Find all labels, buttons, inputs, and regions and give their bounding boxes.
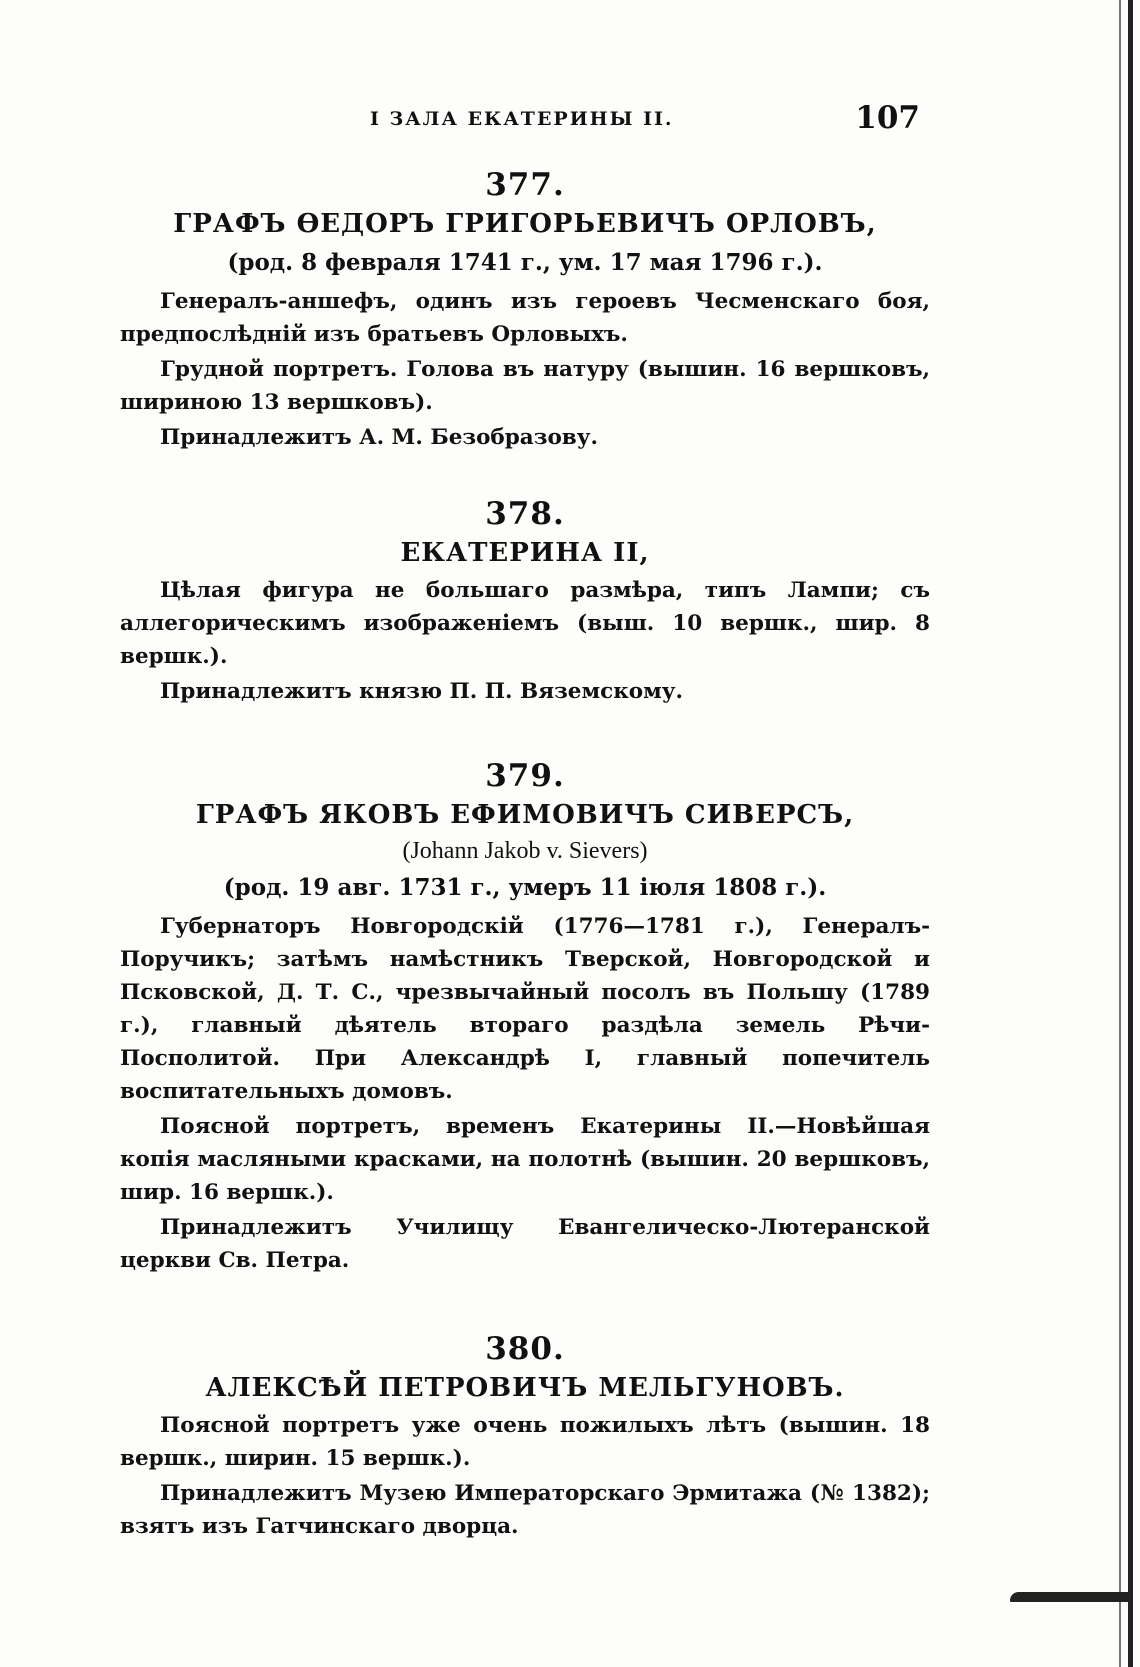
page-edge-border: [1128, 0, 1133, 1667]
running-title: I ЗАЛА ЕКАТЕРИНЫ II.: [370, 108, 674, 130]
entry-title: АЛЕКСѢЙ ПЕТРОВИЧЪ МЕЛЬГУНОВЪ.: [205, 1373, 845, 1403]
entry-owner: Принадлежитъ Музею Императорскаго Эрмитажа (№ 1382); взятъ изъ Гатчинскаго дворца.: [120, 1481, 930, 1539]
scan-smudge: [1010, 1592, 1130, 1602]
entry-number: 379.: [485, 758, 565, 794]
page-number: 107: [855, 100, 920, 136]
entry-owner: Принадлежитъ князю П. П. Вяземскому.: [160, 679, 684, 704]
entry-dates: (род. 19 авг. 1731 г., умеръ 11 іюля 1808 г.).: [223, 874, 827, 901]
entry-owner: Принадлежитъ А. М. Безобразову.: [160, 425, 598, 450]
entry-number: 377.: [485, 167, 565, 203]
entry-377: [120, 165, 930, 454]
entry-number: 378.: [485, 496, 565, 532]
entry-title: ГРАФЪ ЯКОВЪ ЕФИМОВИЧЪ СИВЕРСЪ,: [195, 800, 855, 830]
page-header: [120, 100, 920, 140]
entry-description: Губернаторъ Новгородскій (1776—1781 г.), Генералъ-Поручикъ; затѣмъ намѣстникъ Тверской, Новгородской и Псковской, Д. Т. С., чрезвычайный посолъ въ Польшу (1789 г.), главный дѣятель втораго раздѣла земель Рѣчи-Посполитой. При Александрѣ I, главный попечитель воспитательныхъ домовъ.: [120, 914, 930, 1104]
entry-portrait-details: Грудной портретъ. Голова въ натуру (вышин. 16 вершковъ, шириною 13 вершковъ).: [120, 357, 930, 415]
entry-dates: (род. 8 февраля 1741 г., ум. 17 мая 1796 г.).: [227, 249, 823, 276]
entry-portrait-details: Поясной портретъ уже очень пожилыхъ лѣтъ (вышин. 18 вершк., ширин. 15 вершк.).: [120, 1413, 930, 1471]
entry-portrait-details: Поясной портретъ, временъ Екатерины II.—Новѣйшая копія масляными красками, на полотнѣ (вышин. 20 вершковъ, шир. 16 вершк.).: [120, 1114, 930, 1205]
entry-title: ЕКАТЕРИНА II,: [400, 538, 650, 568]
entry-title: ГРАФЪ ѲЕДОРЪ ГРИГОРЬЕВИЧЪ ОРЛОВЪ,: [173, 209, 877, 239]
entry-description: Генералъ-аншефъ, одинъ изъ героевъ Чесменскаго боя, предпослѣдній изъ братьевъ Орловыхъ.: [120, 289, 930, 347]
page-edge-shadow: [1119, 0, 1121, 1667]
entry-owner: Принадлежитъ Училищу Евангелическо-Лютеранской церкви Св. Петра.: [120, 1215, 930, 1273]
entry-380: [120, 1329, 930, 1543]
entry-378: [120, 494, 930, 708]
entry-number: 380.: [485, 1331, 565, 1367]
entry-portrait-details: Цѣлая фигура не большаго размѣра, типъ Лампи; съ аллегорическимъ изображеніемъ (выш. 10 вершк., шир. 8 вершк.).: [120, 578, 930, 669]
entry-subtitle: (Johann Jakob v. Sievers): [402, 838, 648, 864]
catalogue-entries: [120, 165, 930, 1545]
entry-379: [120, 756, 930, 1277]
